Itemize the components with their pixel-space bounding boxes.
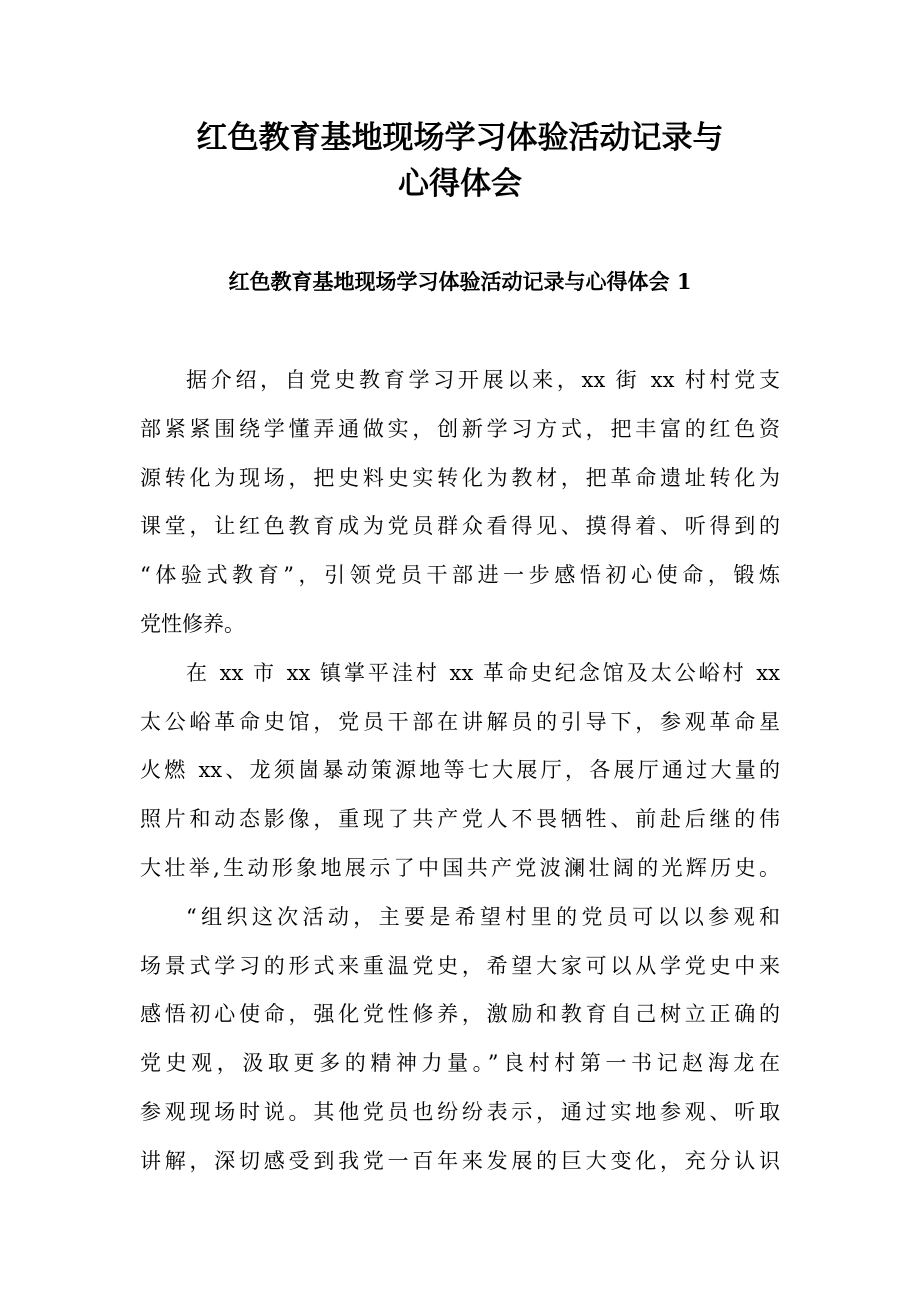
paragraph-3-line-3: 感悟初心使命，强化党性修养，激励和教育自己树立正确的 bbox=[140, 1002, 780, 1027]
paragraph-1-line-2: 部紧紧围绕学懂弄通做实，创新学习方式，把丰富的红色资 bbox=[140, 416, 780, 441]
document-title-line-1: 红色教育基地现场学习体验活动记录与 bbox=[196, 120, 724, 156]
document-title-line-2: 心得体会 bbox=[398, 166, 522, 202]
paragraph-1-line-6: 党性修养。 bbox=[140, 611, 245, 636]
paragraph-1-line-1: 据介绍，自党史教育学习开展以来，xx 街 xx 村村党支 bbox=[186, 368, 780, 392]
paragraph-3-line-2: 场景式学习的形式来重温党史，希望大家可以从学党史中来 bbox=[140, 953, 780, 978]
paragraph-2-line-1: 在 xx 市 xx 镇掌平洼村 xx 革命史纪念馆及太公峪村 xx bbox=[186, 660, 780, 685]
paragraph-2-line-3: 火燃 xx、龙须崮暴动策源地等七大展厅，各展厅通过大量的 bbox=[140, 758, 780, 783]
paragraph-1-line-5: “体验式教育”，引领党员干部进一步感悟初心使命，锻炼 bbox=[140, 563, 780, 588]
paragraph-1-line-4: 课堂，让红色教育成为党员群众看得见、摸得着、听得到的 bbox=[140, 514, 780, 539]
paragraph-2-line-4: 照片和动态影像，重现了共产党人不畏牺牲、前赴后继的伟 bbox=[140, 807, 780, 832]
paragraph-2-line-5: 大壮举,生动形象地展示了中国共产党波澜壮阔的光辉历史。 bbox=[140, 855, 780, 880]
paragraph-3-line-6: 讲解，深切感受到我党一百年来发展的巨大变化，充分认识 bbox=[140, 1148, 780, 1173]
paragraph-1-line-3: 源转化为现场，把史料史实转化为教材，把革命遗址转化为 bbox=[140, 465, 780, 490]
document-body bbox=[140, 356, 780, 1186]
section-heading: 红色教育基地现场学习体验活动记录与心得体会 1 bbox=[228, 269, 692, 294]
paragraph-3-line-1: “组织这次活动，主要是希望村里的党员可以以参观和 bbox=[186, 904, 780, 929]
paragraph-2-line-2: 太公峪革命史馆，党员干部在讲解员的引导下，参观革命星 bbox=[140, 709, 780, 734]
paragraph-3-line-5: 参观现场时说。其他党员也纷纷表示，通过实地参观、听取 bbox=[140, 1099, 780, 1124]
paragraph-3-line-4: 党史观，汲取更多的精神力量。”良村村第一书记赵海龙在 bbox=[140, 1051, 780, 1076]
